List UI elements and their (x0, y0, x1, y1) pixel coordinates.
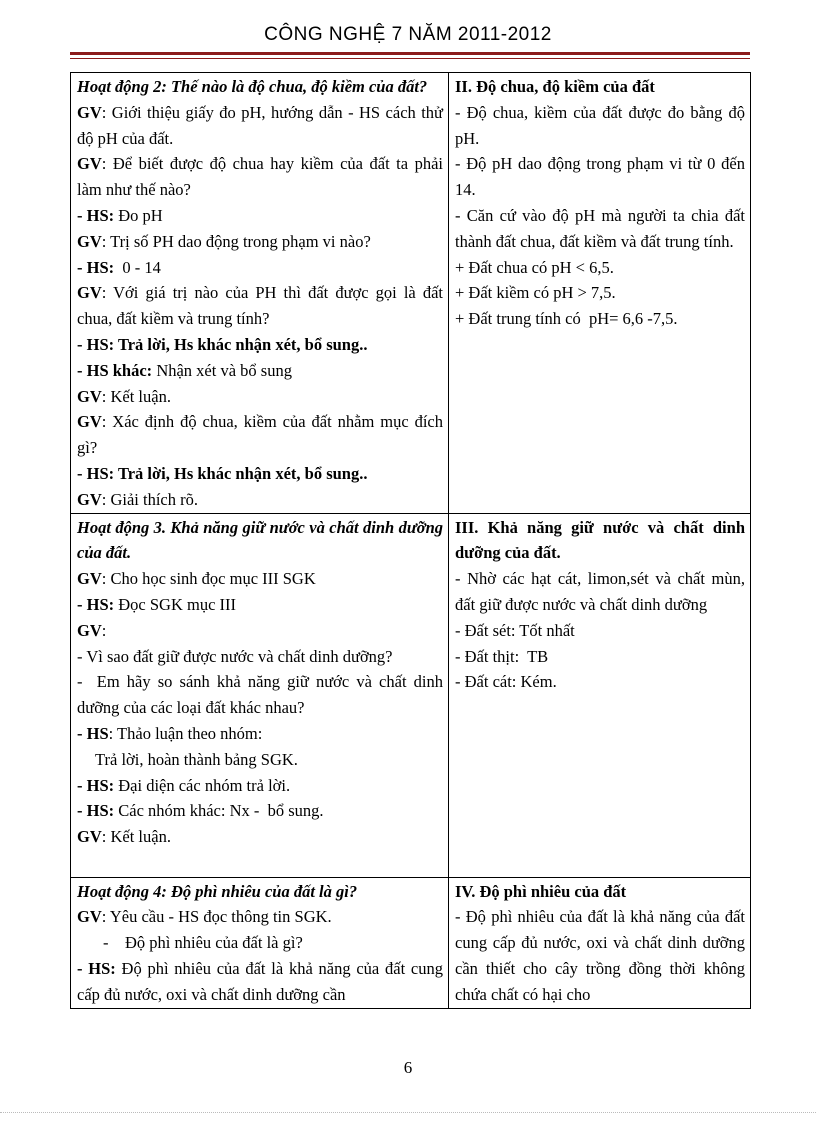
line-text: : Với giá trị nào của PH thì đất được gọi là đất chua, đất kiềm và trung tính? (77, 283, 448, 329)
lesson-content-cell (449, 877, 751, 1008)
text-line (77, 151, 448, 203)
line-text: III. Khả năng giữ nước và chất dinh dưỡng của đất. (455, 517, 750, 563)
text-line (77, 358, 443, 384)
line-text: 0 - 14 (114, 257, 161, 277)
text-line (455, 879, 745, 905)
line-text: - Căn cứ vào độ pH mà người ta chia đất thành đất chua, đất kiềm và đất trung tính. (455, 205, 750, 251)
text-line (455, 100, 750, 152)
text-line (77, 592, 443, 618)
teacher-student-activities-cell (71, 877, 449, 1008)
header-rule-thick (70, 52, 750, 55)
line-text: + Đất kiềm có pH > 7,5. (455, 283, 616, 303)
line-text: II. Độ chua, độ kiềm của đất (455, 77, 655, 96)
text-line (77, 930, 443, 956)
text-line (77, 74, 443, 100)
speaker-label: GV (77, 102, 102, 122)
speaker-label: GV (77, 283, 102, 303)
line-text: : Để biết được độ chua hay kiềm của đất ta phải làm như thế nào? (77, 154, 448, 200)
text-line (455, 644, 745, 670)
text-line (455, 151, 750, 203)
line-text: - Độ phì nhiêu của đất là gì? (103, 933, 303, 953)
speaker-label: GV (77, 154, 102, 174)
line-text: : Xác định độ chua, kiềm của đất nhằm mục đích gì? (77, 412, 448, 458)
line-text: Trả lời, hoàn thành bảng SGK. (95, 749, 298, 769)
text-line (77, 644, 443, 670)
text-line (77, 409, 448, 461)
text-line (77, 747, 443, 773)
text-line (77, 487, 443, 513)
text-line (77, 384, 443, 410)
text-line (77, 229, 443, 255)
speaker-label: - HS: (77, 594, 115, 614)
text-line (77, 879, 443, 905)
speaker-label: - HS: (77, 775, 115, 795)
speaker-label: - HS: (77, 801, 115, 821)
line-text: - Đất thịt: TB (455, 646, 549, 666)
text-line (77, 100, 448, 152)
text-line (77, 203, 443, 229)
line-text: - Nhờ các hạt cát, limon,sét và chất mùn, đất giữ được nước và chất dinh dưỡng (455, 569, 750, 614)
line-text: Hoạt động 4: Độ phì nhiêu của đất là gì? (77, 881, 358, 901)
page-number: 6 (403, 1058, 413, 1077)
line-text: Hoạt động 2: Thế nào là độ chua, độ kiềm của đất? (77, 77, 428, 96)
line-text: Hoạt động 3. Khả năng giữ nước và chất dinh dưỡng của đất. (77, 517, 448, 563)
line-text: - Độ chua, kiềm của đất được đo bằng độ pH. (455, 102, 750, 148)
line-text: : Yêu cầu - HS đọc thông tin SGK. (101, 907, 332, 927)
line-text: - Đất cát: Kém. (455, 672, 557, 692)
lesson-content-cell (449, 73, 751, 514)
speaker-label: GV (77, 489, 102, 509)
text-line (77, 332, 443, 358)
line-text: Các nhóm khác: Nx - bổ sung. (114, 801, 324, 821)
line-text: - HS: Trả lời, Hs khác nhận xét, bổ sung.. (77, 334, 368, 354)
line-text: Đại diện các nhóm trả lời. (114, 775, 291, 795)
line-text: + Đất chua có pH < 6,5. (455, 257, 614, 277)
text-line (77, 255, 443, 281)
header-rule-thin (70, 58, 750, 59)
line-text: Đọc SGK mục III (114, 594, 237, 614)
text-line (455, 904, 750, 1007)
line-text: + Đất trung tính có pH= 6,6 -7,5. (455, 309, 678, 329)
table-row-activity-2 (71, 73, 751, 514)
line-text: : Giải thích rõ. (101, 489, 198, 509)
line-text: : Kết luận. (101, 827, 171, 847)
line-text: Nhận xét và bổ sung (152, 360, 292, 380)
speaker-label: - HS: (77, 257, 115, 277)
teacher-student-activities-cell (71, 73, 449, 514)
line-text: - Em hãy so sánh khả năng giữ nước và chất dinh dưỡng của các loại đất khác nhau? (77, 672, 448, 718)
text-line (77, 566, 443, 592)
speaker-label: GV (77, 620, 102, 640)
speaker-label: GV (77, 827, 102, 847)
text-line (77, 515, 448, 567)
speaker-label: - HS (77, 723, 109, 743)
text-line (77, 461, 443, 487)
text-line (455, 280, 745, 306)
line-text: : Giới thiệu giấy đo pH, hướng dẫn - HS cách thử độ pH của đất. (77, 102, 448, 148)
text-line (455, 515, 750, 567)
speaker-label: GV (77, 386, 102, 406)
speaker-label: GV (77, 569, 102, 589)
line-text: : Kết luận. (101, 386, 171, 406)
footer-divider (0, 1112, 816, 1113)
text-line (455, 203, 750, 255)
line-text: : (101, 620, 107, 640)
text-line (455, 306, 745, 332)
speaker-label: GV (77, 231, 102, 251)
text-line (77, 904, 443, 930)
line-text: : Thảo luận theo nhóm: (108, 723, 263, 743)
lesson-content-cell (449, 513, 751, 877)
line-text: Đo pH (114, 205, 163, 225)
line-text: Độ phì nhiêu của đất là khả năng của đất cung cấp đủ nước, oxi và chất dinh dưỡng cần (77, 958, 448, 1004)
line-text: - Độ pH dao động trong phạm vi từ 0 đến 14. (455, 154, 750, 200)
speaker-label: - HS: (77, 205, 115, 225)
text-line (77, 280, 448, 332)
page-header-title: CÔNG NGHỆ 7 NĂM 2011-2012 (264, 24, 552, 45)
text-line (455, 74, 745, 100)
text-line (455, 669, 745, 695)
table-row-activity-4 (71, 877, 751, 1008)
speaker-label: GV (77, 412, 102, 432)
line-text: - Đất sét: Tốt nhất (455, 620, 575, 640)
text-line (455, 566, 750, 618)
speaker-label: GV (77, 907, 102, 927)
text-line (455, 255, 745, 281)
line-text: : Cho học sinh đọc mục III SGK (101, 569, 316, 589)
line-text: - Vì sao đất giữ được nước và chất dinh dưỡng? (77, 646, 393, 666)
line-text: - HS: Trả lời, Hs khác nhận xét, bổ sung.. (77, 463, 368, 483)
text-line (77, 721, 443, 747)
text-line (77, 798, 443, 824)
text-line (77, 824, 443, 850)
speaker-label: - HS: (77, 958, 116, 978)
speaker-label: - HS khác: (77, 360, 153, 380)
text-line (455, 618, 745, 644)
lesson-table (70, 72, 751, 1009)
line-text: IV. Độ phì nhiêu của đất (455, 881, 627, 901)
text-line (77, 956, 448, 1008)
line-text: - Độ phì nhiêu của đất là khả năng của đất cung cấp đủ nước, oxi và chất dinh dưỡng cần thiết cho cây trồng đồng thời không chứa chất có hại cho (455, 907, 750, 1004)
line-text: : Trị số PH dao động trong phạm vi nào? (101, 231, 371, 251)
table-row-activity-3 (71, 513, 751, 877)
text-line (77, 773, 443, 799)
teacher-student-activities-cell (71, 513, 449, 877)
text-line (77, 669, 448, 721)
text-line (77, 618, 443, 644)
